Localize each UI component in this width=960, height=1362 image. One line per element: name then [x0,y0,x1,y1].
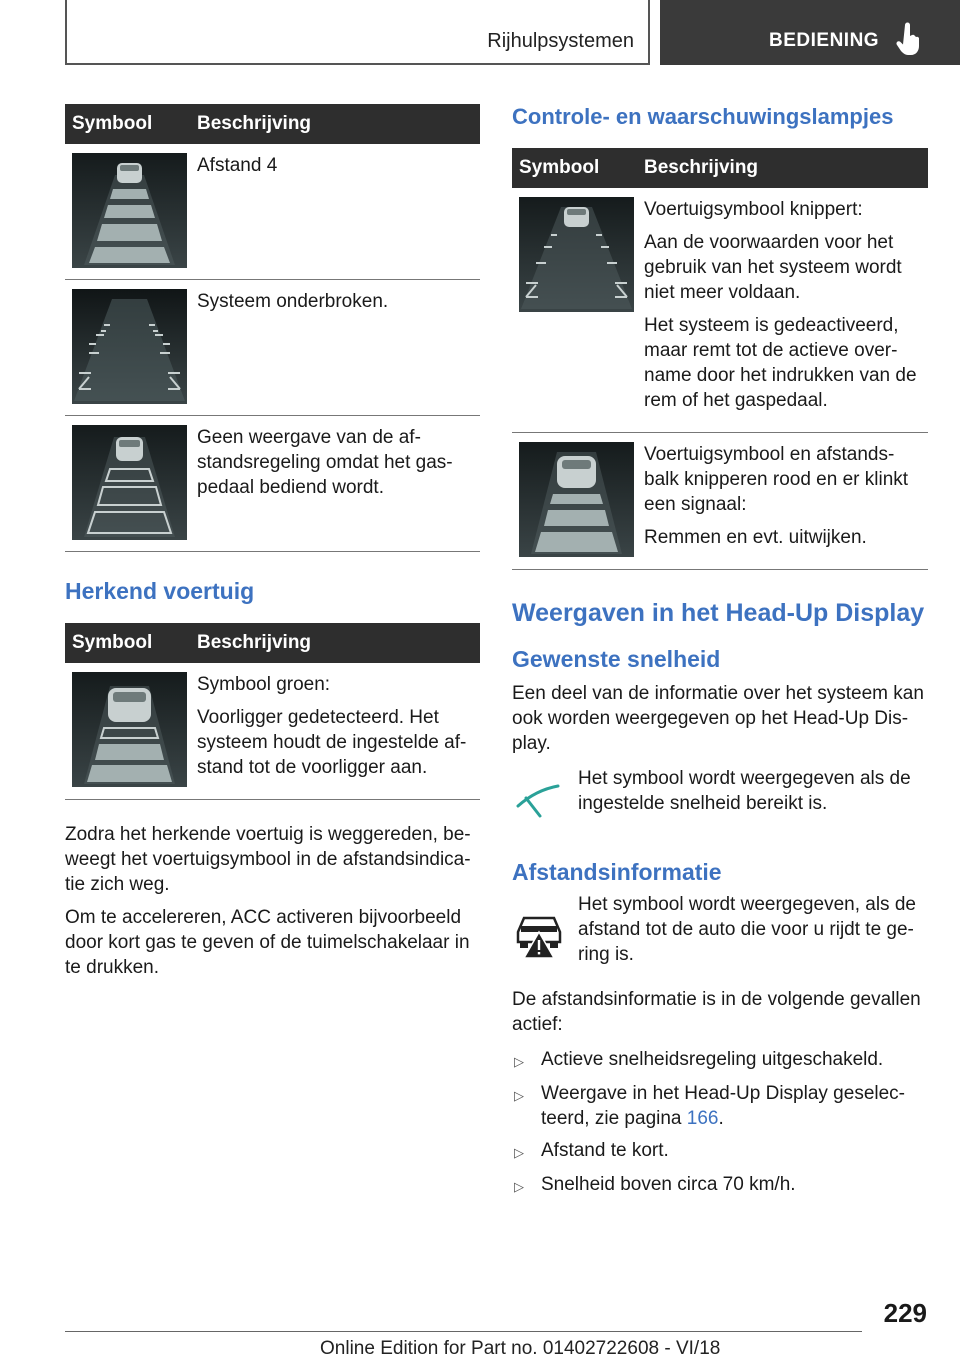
table-header [65,104,480,144]
distance-symbol-table [65,104,480,552]
row-description: Systeem onderbroken. [197,291,389,312]
hand-pointer-icon [896,22,922,56]
row-description: Voorligger gedetecteerd. Het systeem houdt de ingestelde af-stand tot de voorligger aan. [197,707,467,778]
row-description: Geen weergave van de af-standsregeling omdat het gas-pedaal bediend wordt. [197,427,453,498]
vehicle-symbol-table [65,623,480,800]
distance-symbol-item [512,892,928,967]
table-row [65,663,480,800]
paragraph: Zodra het herkende voertuig is weggereden, be-weegt het voertuigsymbool in de afstandsindica-tie zich weg. [65,824,471,895]
column-header-description: Beschrijving [644,157,759,178]
table-row [512,433,928,570]
row-description: Afstand 4 [197,155,278,176]
speed-needle-icon [512,778,562,828]
distance-symbol-text: Het symbool wordt weergegeven, als de afstand tot de auto die voor u rijdt te ge-ring is. [578,894,916,965]
column-header-symbol: Symbool [72,113,153,134]
table-row [512,188,928,433]
left-column [65,104,480,988]
system-interrupted-icon [72,289,187,404]
page-link[interactable]: 166 [686,1108,719,1129]
row-description-title: Symbool groen: [197,674,331,695]
list-item-text: Weergave in het Head-Up Display geselec-teerd, zie pagina 166. [541,1083,905,1129]
distance-conditions-list [512,1047,928,1199]
header-section-box [65,0,650,65]
vehicle-bars-red-icon [519,442,634,557]
no-distance-display-icon [72,425,187,540]
header-section-title: Rijhulpsystemen [487,30,634,52]
row-description: Aan de voorwaarden voor het gebruik van het systeem wordt niet meer voldaan. [644,232,902,303]
column-header-symbol: Symbool [519,157,600,178]
distance-4-bars-icon [72,153,187,268]
paragraph: Een deel van de informatie over het systeem kan ook worden weergegeven op het Head-Up Dis-play. [512,683,924,754]
vehicle-paragraphs [65,822,480,980]
triangle-bullet-icon: ▷ [514,1179,524,1194]
header-chapter-label: BEDIENING [769,30,880,51]
vehicle-blinking-icon [519,197,634,312]
section-heading-head-up-display: Weergaven in het Head-Up Display [512,599,925,627]
distance-warning-icon [512,906,566,960]
vehicle-detected-icon [72,672,187,787]
list-item-text: Snelheid boven circa 70 km/h. [541,1174,796,1195]
footer-edition: Online Edition for Part no. 01402722608 - VI/18 [320,1338,721,1359]
column-header-description: Beschrijving [197,632,312,653]
list-item [512,1172,928,1199]
subheading-desired-speed: Gewenste snelheid [512,646,721,672]
table-row [65,144,480,280]
right-column [512,104,928,1206]
list-item [512,1047,928,1074]
row-description-title: Voertuigsymbool knippert: [644,199,863,220]
list-item [512,1138,928,1165]
table-header [65,623,480,663]
page-number: 229 [883,1298,927,1328]
table-row [65,280,480,416]
list-item [512,1081,928,1131]
list-item-text: Afstand te kort. [541,1140,669,1161]
footer-divider [65,1331,862,1332]
table-row [65,416,480,552]
list-item-text: Actieve snelheidsregeling uitgeschakeld. [541,1049,884,1070]
row-description: Remmen en evt. uitwijken. [644,527,867,548]
paragraph: Om te accelereren, ACC activeren bijvoorbeeld door kort gas te geven of de tuimelschakelaar in te drukken. [65,907,470,978]
section-heading-recognized-vehicle: Herkend voertuig [65,578,255,604]
row-description-title: Voertuigsymbool en afstands-balk knipperen rood en er klinkt een signaal: [644,444,909,515]
paragraph: De afstandsinformatie is in de volgende gevallen actief: [512,989,921,1035]
row-description: Het systeem is gedeactiveerd, maar remt tot de actieve over-name door het indrukken van de rem of het gaspedaal. [644,315,917,411]
column-header-symbol: Symbool [72,632,153,653]
triangle-bullet-icon: ▷ [514,1088,524,1103]
subheading-distance-information: Afstandsinformatie [512,859,722,885]
header-chapter-tab[interactable] [660,0,960,65]
triangle-bullet-icon: ▷ [514,1145,524,1160]
speed-symbol-item [512,766,928,833]
speed-symbol-text: Het symbool wordt weergegeven als de ingestelde snelheid bereikt is. [578,768,911,814]
table-header [512,148,928,188]
warning-symbol-table [512,148,928,570]
section-heading-warning-lamps: Controle- en waarschuwingslampjes [512,104,894,129]
column-header-description: Beschrijving [197,113,312,134]
triangle-bullet-icon: ▷ [514,1054,524,1069]
